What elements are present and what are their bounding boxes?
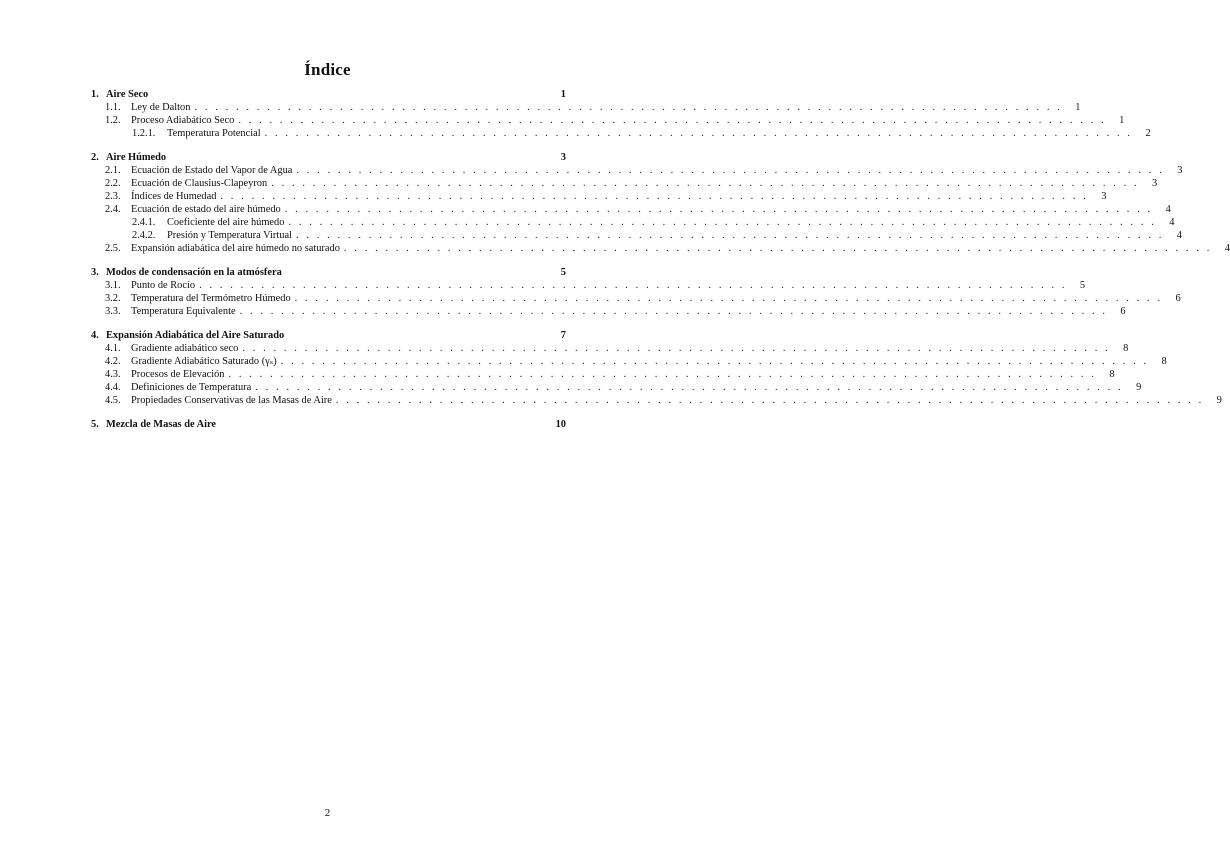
- toc-number: 3.: [91, 267, 99, 278]
- toc-entry-3-2[interactable]: [91, 292, 1181, 305]
- toc-number: 2.2.: [105, 178, 121, 189]
- toc-title: Índices de Humedad: [131, 191, 217, 202]
- toc-dot-leader: [255, 381, 1123, 394]
- toc-number: 3.3.: [105, 306, 121, 317]
- toc-entry-2[interactable]: [91, 151, 566, 164]
- toc-page: 5: [560, 267, 566, 278]
- toc-entry-4-4[interactable]: [91, 381, 1142, 394]
- toc-dot-leader: [242, 342, 1110, 355]
- toc-page: 7: [560, 330, 566, 341]
- toc-dot-leader: [265, 127, 1133, 140]
- toc-number: 3.2.: [105, 293, 121, 304]
- toc-dot-leader: [336, 394, 1204, 407]
- toc-page: 8: [1109, 369, 1115, 380]
- toc-number: 4.: [91, 330, 99, 341]
- toc-title: Ecuación de Clausius-Clapeyron: [131, 178, 268, 189]
- toc-dot-leader: [199, 279, 1067, 292]
- toc-number: 2.4.1.: [132, 217, 156, 228]
- toc-title: Proceso Adiabático Seco: [131, 115, 235, 126]
- toc-page: 4: [1169, 217, 1175, 228]
- toc-entry-2-4-2[interactable]: [91, 229, 1182, 242]
- toc-page: 9: [1136, 382, 1142, 393]
- toc-page: 1: [1075, 102, 1081, 113]
- toc-dot-leader: [240, 305, 1108, 318]
- toc-number: 2.: [91, 152, 99, 163]
- toc-number: 2.3.: [105, 191, 121, 202]
- toc-title: Procesos de Elevación: [131, 369, 225, 380]
- toc-title: Gradiente Adiabático Saturado (γₛ): [131, 356, 277, 367]
- toc-entry-2-4[interactable]: [91, 203, 1171, 216]
- toc-number: 1.1.: [105, 102, 121, 113]
- toc-title: Coeficiente del aire húmedo: [167, 217, 285, 228]
- toc-page: 9: [1216, 395, 1222, 406]
- toc-dot-leader: [271, 177, 1139, 190]
- toc-page: 1: [560, 89, 566, 100]
- table-of-contents: [91, 88, 1230, 431]
- toc-entry-2-2[interactable]: [91, 177, 1158, 190]
- toc-title: Ley de Dalton: [131, 102, 191, 113]
- toc-number: 1.: [91, 89, 99, 100]
- toc-page: 3: [1101, 191, 1107, 202]
- toc-title: Presión y Temperatura Virtual: [167, 230, 292, 241]
- toc-entry-4-3[interactable]: [91, 368, 1115, 381]
- toc-title: Aire Seco: [106, 89, 149, 100]
- toc-title: Propiedades Conservativas de las Masas de Aire: [131, 395, 332, 406]
- toc-dot-leader: [295, 292, 1163, 305]
- toc-entry-4-1[interactable]: [91, 342, 1129, 355]
- toc-page: 8: [1161, 356, 1167, 367]
- toc-number: 2.4.: [105, 204, 121, 215]
- toc-number: 4.2.: [105, 356, 121, 367]
- toc-page: 2: [1145, 128, 1151, 139]
- toc-page: 10: [555, 419, 566, 430]
- toc-title: Punto de Rocío: [131, 280, 196, 291]
- toc-page: 3: [1152, 178, 1158, 189]
- toc-number: 1.2.1.: [132, 128, 156, 139]
- page-title: Índice: [304, 60, 351, 79]
- toc-title: Definiciones de Temperatura: [131, 382, 252, 393]
- toc-number: 1.2.: [105, 115, 121, 126]
- toc-entry-1-2-1[interactable]: [91, 127, 1151, 140]
- toc-entry-1[interactable]: [91, 88, 566, 101]
- toc-dot-leader: [296, 164, 1164, 177]
- toc-page: 4: [1224, 243, 1230, 254]
- toc-entry-3[interactable]: [91, 266, 566, 279]
- toc-title: Gradiente adiabático seco: [131, 343, 239, 354]
- toc-dot-leader: [288, 216, 1156, 229]
- toc-entry-1-2[interactable]: [91, 114, 1125, 127]
- toc-page: 1: [1119, 115, 1125, 126]
- toc-dot-leader: [194, 101, 1062, 114]
- toc-page: 6: [1175, 293, 1181, 304]
- toc-entry-5[interactable]: [91, 418, 566, 431]
- toc-number: 4.3.: [105, 369, 121, 380]
- toc-title: Expansión adiabática del aire húmedo no saturado: [131, 243, 340, 254]
- toc-number: 4.4.: [105, 382, 121, 393]
- toc-dot-leader: [285, 203, 1153, 216]
- toc-dot-leader: [281, 355, 1149, 368]
- toc-dot-leader: [238, 114, 1106, 127]
- page-number: 2: [324, 807, 331, 819]
- toc-title: Expansión Adiabática del Aire Saturado: [106, 330, 285, 341]
- toc-page: 4: [1165, 204, 1171, 215]
- toc-title: Temperatura Potencial: [167, 128, 261, 139]
- toc-number: 5.: [91, 419, 99, 430]
- toc-page: 3: [560, 152, 566, 163]
- toc-number: 4.5.: [105, 395, 121, 406]
- toc-title: Ecuación de Estado del Vapor de Agua: [131, 165, 293, 176]
- toc-entry-1-1[interactable]: [91, 101, 1081, 114]
- toc-page: 4: [1176, 230, 1182, 241]
- toc-title: Modos de condensación en la atmósfera: [106, 267, 282, 278]
- toc-title: Aire Húmedo: [106, 152, 167, 163]
- toc-entry-4-5[interactable]: [91, 394, 1222, 407]
- toc-title: Temperatura del Termómetro Húmedo: [131, 293, 291, 304]
- toc-number: 3.1.: [105, 280, 121, 291]
- toc-number: 2.4.2.: [132, 230, 156, 241]
- toc-dot-leader: [229, 368, 1097, 381]
- toc-entry-2-1[interactable]: [91, 164, 1183, 177]
- toc-title: Mezcla de Masas de Aire: [106, 419, 217, 430]
- toc-entry-2-5[interactable]: [91, 242, 1230, 255]
- toc-title: Temperatura Equivalente: [131, 306, 236, 317]
- toc-title: Ecuación de estado del aire húmedo: [131, 204, 281, 215]
- toc-page: 3: [1177, 165, 1183, 176]
- toc-entry-3-1[interactable]: [91, 279, 1086, 292]
- toc-number: 2.1.: [105, 165, 121, 176]
- toc-page: 5: [1079, 280, 1086, 291]
- toc-page: 6: [1120, 306, 1126, 317]
- toc-page: 8: [1123, 343, 1129, 354]
- toc-entry-4-2[interactable]: [91, 355, 1167, 368]
- toc-dot-leader: [220, 190, 1088, 203]
- toc-entry-3-3[interactable]: [91, 305, 1126, 318]
- toc-dot-leader: [344, 242, 1212, 255]
- toc-entry-2-4-1[interactable]: [91, 216, 1175, 229]
- toc-entry-2-3[interactable]: [91, 190, 1107, 203]
- toc-number: 2.5.: [105, 243, 121, 254]
- toc-number: 4.1.: [105, 343, 121, 354]
- toc-dot-leader: [296, 229, 1164, 242]
- toc-entry-4[interactable]: [91, 329, 566, 342]
